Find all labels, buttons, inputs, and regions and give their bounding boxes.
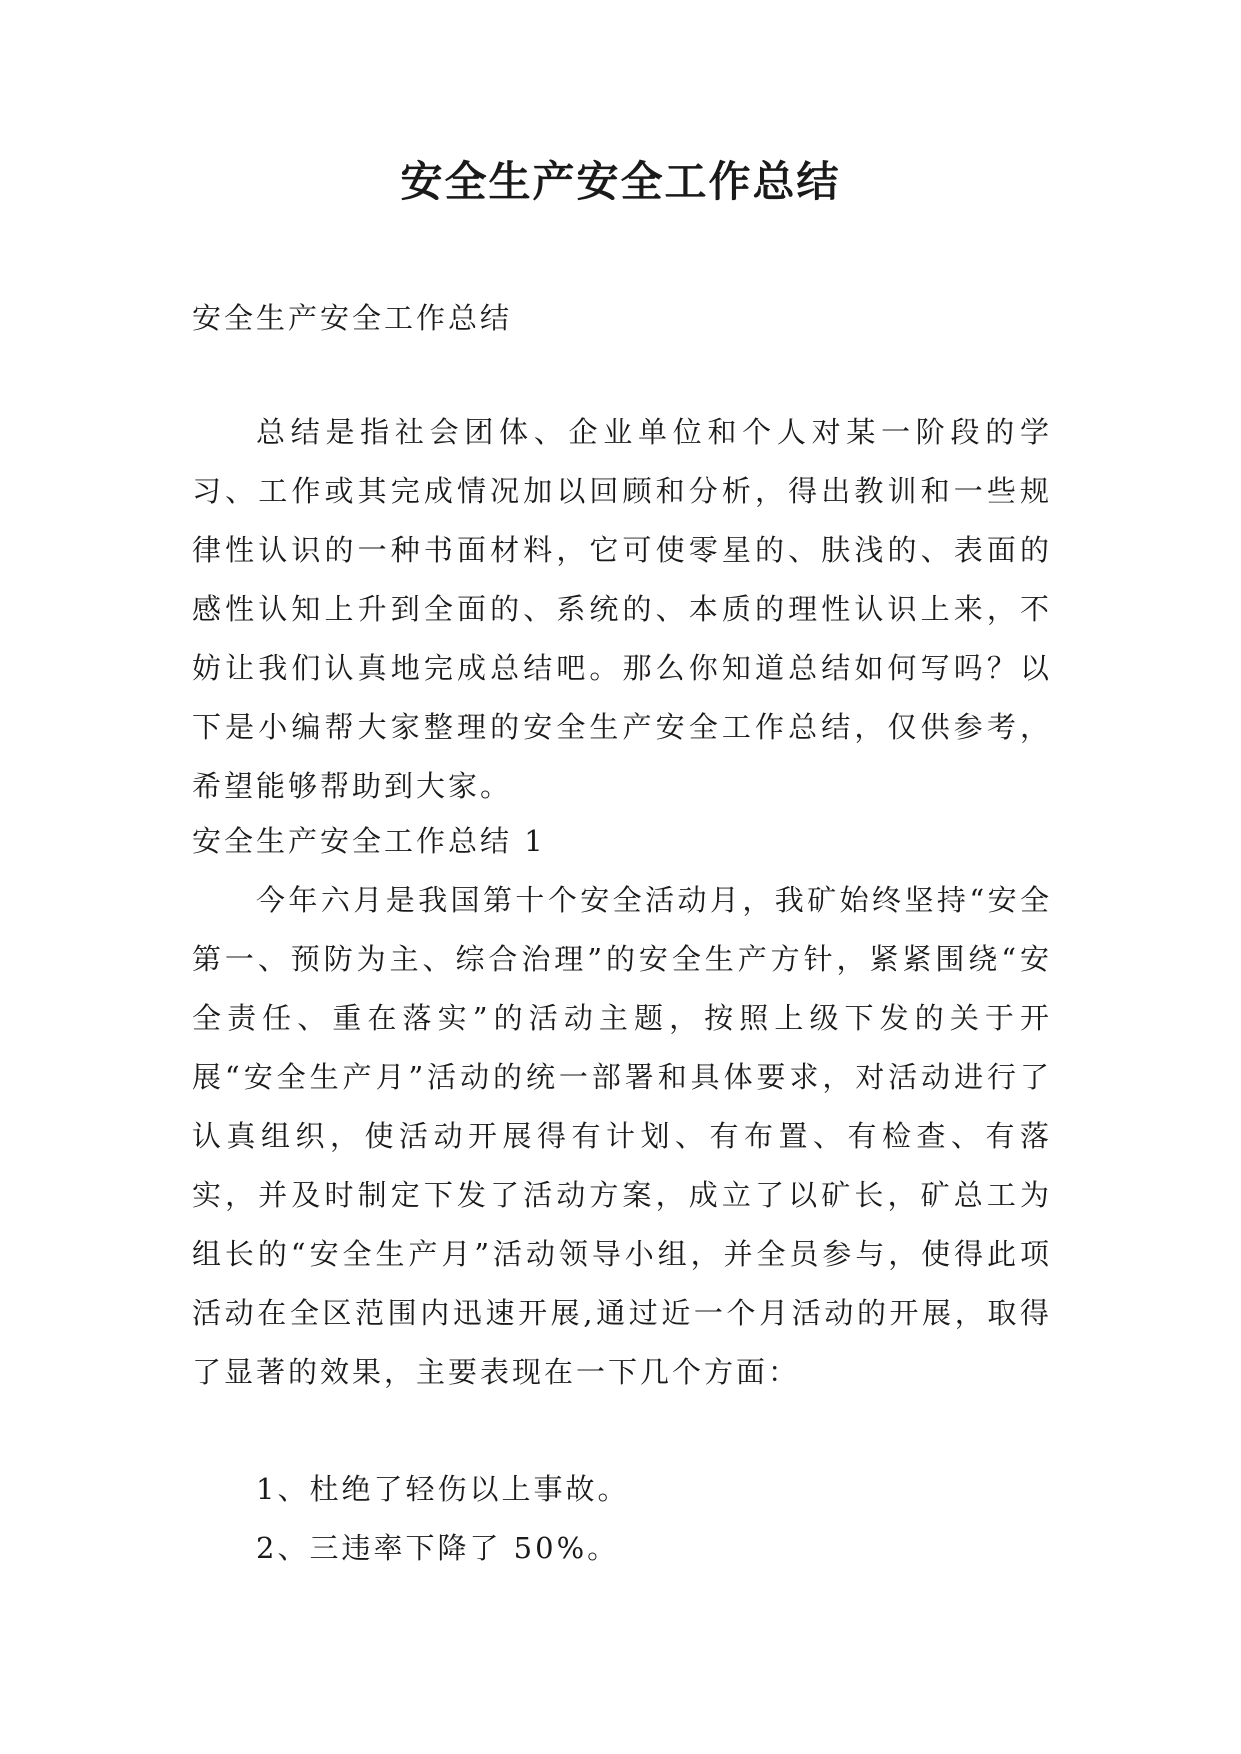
intro-paragraph: 总结是指社会团体、企业单位和个人对某一阶段的学习、工作或其完成情况加以回顾和分析，得出教训和一些规律性认识的一种书面材料，它可使零星的、肤浅的、表面的感性认知上升到全面的、系统的、本质的理性认识上来，不妨让我们认真地完成总结吧。那么你知道总结如何写吗？以下是小编帮大家整理的安全生产安全工作总结，仅供参考，希望能够帮助到大家。 — [192, 415, 1052, 803]
document-subtitle: 安全生产安全工作总结 — [192, 301, 513, 335]
document-title: 安全生产安全工作总结 — [400, 157, 841, 206]
result-list — [192, 1460, 1052, 1578]
list-item: 2、三违率下降了 50%。 — [256, 1531, 620, 1565]
section-heading: 安全生产安全工作总结 1 — [192, 824, 546, 858]
section-paragraph: 今年六月是我国第十个安全活动月，我矿始终坚持“安全第一、预防为主、综合治理”的安全生产方针，紧紧围绕“安全责任、重在落实”的活动主题，按照上级下发的关于开展“安全生产月”活动的统一部署和具体要求，对活动进行了认真组织，使活动开展得有计划、有布置、有检查、有落实，并及时制定下发了活动方案，成立了以矿长，矿总工为组长的“安全生产月”活动领导小组，并全员参与，使得此项活动在全区范围内迅速开展,通过近一个月活动的开展，取得了显著的效果，主要表现在一下几个方面： — [192, 883, 1052, 1389]
list-item: 1、杜绝了轻伤以上事故。 — [256, 1472, 630, 1506]
